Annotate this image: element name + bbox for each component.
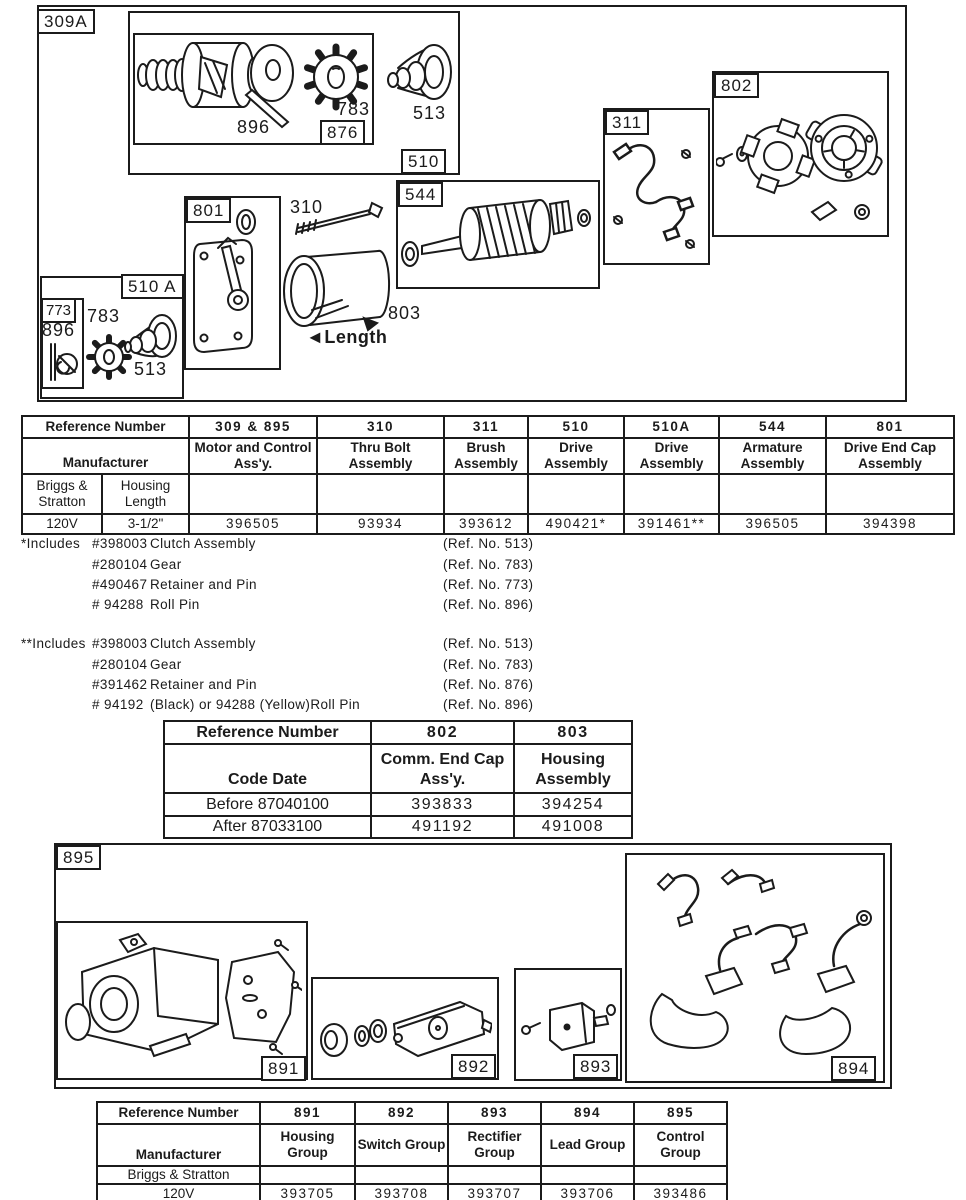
t3-group-2: Rectifier Group xyxy=(448,1124,541,1166)
footnote-part-number: #398003 xyxy=(92,636,148,651)
length-label: Length xyxy=(324,327,388,347)
code-date-table xyxy=(163,720,633,839)
diagram-ref-label-801: 801 xyxy=(186,198,231,223)
length-indicator xyxy=(306,327,387,348)
footnote-ref: (Ref. No. 513) xyxy=(443,636,534,651)
diagram-ref-label-802: 802 xyxy=(714,73,759,98)
footnote-ref: (Ref. No. 773) xyxy=(443,577,534,592)
diagram-ref-label-876: 876 xyxy=(320,120,365,145)
callout-513: 513 xyxy=(413,103,447,123)
t3-col-891: 891 xyxy=(260,1102,355,1124)
drive-end-cap-drawing xyxy=(186,208,276,364)
t1-part-801: 394398 xyxy=(826,514,954,534)
t2-before-803: 394254 xyxy=(514,793,632,816)
t1-empty-cell xyxy=(528,474,624,514)
t3-voltage: 120V xyxy=(97,1184,260,1200)
table-row xyxy=(22,416,954,438)
t1-part-309-895: 396505 xyxy=(189,514,317,534)
brush-wires-drawing xyxy=(606,132,705,260)
t1-assembly-2: Brush Assembly xyxy=(444,438,528,474)
footnote-line xyxy=(21,536,721,556)
footnote-line xyxy=(21,636,721,656)
footnote-part-desc: Gear xyxy=(150,557,182,572)
t3-col-893: 893 xyxy=(448,1102,541,1124)
housing-drawing xyxy=(280,244,396,336)
t3-group-0: Housing Group xyxy=(260,1124,355,1166)
diagram-ref-label-510a: 510 A xyxy=(121,274,184,299)
diagram-ref-label-544: 544 xyxy=(398,182,443,207)
t1-housing-length: 3-1/2" xyxy=(102,514,189,534)
t1-voltage: 120V xyxy=(22,514,102,534)
footnote-line xyxy=(21,557,721,577)
footnote-double-asterisk xyxy=(21,636,721,718)
t1-col-801: 801 xyxy=(826,416,954,438)
diagram-ref-label-895: 895 xyxy=(56,845,101,870)
t2-after-803: 491008 xyxy=(514,816,632,838)
t3-col-892: 892 xyxy=(355,1102,448,1124)
t3-group-1: Switch Group xyxy=(355,1124,448,1166)
diagram-ref-label-311: 311 xyxy=(605,110,649,135)
comm-end-cap-drawing xyxy=(716,96,884,232)
t2-before-code: Before 87040100 xyxy=(164,793,371,816)
footnote-single-asterisk xyxy=(21,536,721,618)
starter-parts-table xyxy=(21,415,955,535)
t1-empty-cell xyxy=(624,474,719,514)
footnote-line xyxy=(21,597,721,617)
footnote-part-number: #280104 xyxy=(92,557,148,572)
t1-part-544: 396505 xyxy=(719,514,826,534)
callout-310: 310 xyxy=(290,197,324,217)
t3-empty-cell xyxy=(634,1166,727,1184)
t1-sub-left: Briggs & Stratton xyxy=(22,474,102,514)
footnote-prefix: **Includes xyxy=(21,636,86,651)
footnote-part-number: # 94288 xyxy=(92,597,144,612)
diagram-ref-label-893: 893 xyxy=(573,1054,618,1079)
t1-part-310: 93934 xyxy=(317,514,444,534)
callout-896b: 896 xyxy=(42,320,76,340)
t3-empty-cell xyxy=(260,1166,355,1184)
footnote-part-desc: Clutch Assembly xyxy=(150,536,256,551)
t1-empty-cell xyxy=(719,474,826,514)
t1-mfr-header: Manufacturer xyxy=(22,438,189,474)
t3-col-895: 895 xyxy=(634,1102,727,1124)
t3-empty-cell xyxy=(355,1166,448,1184)
rectifier-group-drawing xyxy=(518,990,617,1060)
t3-group-3: Lead Group xyxy=(541,1124,634,1166)
t2-code-date-header: Code Date xyxy=(164,744,371,793)
footnote-part-desc: Gear xyxy=(150,657,182,672)
table-row xyxy=(22,438,954,474)
table-row xyxy=(164,793,632,816)
clutch-drawing xyxy=(376,40,460,108)
t1-assembly-5: Armature Assembly xyxy=(719,438,826,474)
footnote-ref: (Ref. No. 896) xyxy=(443,597,534,612)
t3-col-894: 894 xyxy=(541,1102,634,1124)
t3-empty-cell xyxy=(448,1166,541,1184)
table-row xyxy=(97,1124,727,1166)
t3-part-892: 393708 xyxy=(355,1184,448,1200)
footnote-line xyxy=(21,677,721,697)
table-row xyxy=(22,474,954,514)
diagram-ref-label-510: 510 xyxy=(401,149,446,174)
callout-803: 803 xyxy=(388,303,422,323)
t1-empty-cell xyxy=(189,474,317,514)
callout-896: 896 xyxy=(237,117,271,137)
t1-assembly-1: Thru Bolt Assembly xyxy=(317,438,444,474)
t1-col-544: 544 xyxy=(719,416,826,438)
footnote-ref: (Ref. No. 876) xyxy=(443,677,534,692)
footnote-line xyxy=(21,657,721,677)
armature-drawing xyxy=(400,196,596,284)
t1-assembly-4: Drive Assembly xyxy=(624,438,719,474)
footnote-ref: (Ref. No. 783) xyxy=(443,657,534,672)
footnote-part-number: # 94192 xyxy=(92,697,144,712)
table-row xyxy=(97,1102,727,1124)
t1-col-309-895: 309 & 895 xyxy=(189,416,317,438)
footnote-line xyxy=(21,697,721,717)
t2-ref-header: Reference Number xyxy=(164,721,371,744)
retainer-pin-drawing xyxy=(46,340,78,386)
t3-part-893: 393707 xyxy=(448,1184,541,1200)
table-row xyxy=(97,1166,727,1184)
diagram-ref-label-309a: 309A xyxy=(37,9,95,34)
footnote-part-desc: Clutch Assembly xyxy=(150,636,256,651)
t1-col-310: 310 xyxy=(317,416,444,438)
t2-after-802: 491192 xyxy=(371,816,514,838)
t3-part-895: 393486 xyxy=(634,1184,727,1200)
footnote-part-number: #280104 xyxy=(92,657,148,672)
footnote-part-desc: Roll Pin xyxy=(150,597,200,612)
t2-col-802: 802 xyxy=(371,721,514,744)
table-row xyxy=(164,816,632,838)
lead-group-drawing xyxy=(628,858,878,1074)
diagram-ref-label-892: 892 xyxy=(451,1054,496,1079)
t1-assembly-0: Motor and Control Ass'y. xyxy=(189,438,317,474)
table-row xyxy=(164,721,632,744)
t2-desc-802: Comm. End Cap Ass'y. xyxy=(371,744,514,793)
diagram-ref-label-891: 891 xyxy=(261,1056,306,1081)
t1-part-311: 393612 xyxy=(444,514,528,534)
t3-mfr-header: Manufacturer xyxy=(97,1124,260,1166)
t1-ref-header: Reference Number xyxy=(22,416,189,438)
footnote-part-number: #490467 xyxy=(92,577,148,592)
t1-empty-cell xyxy=(444,474,528,514)
footnote-part-desc: Retainer and Pin xyxy=(150,677,257,692)
groups-parts-table xyxy=(96,1101,728,1200)
t1-col-510a: 510A xyxy=(624,416,719,438)
t1-assembly-3: Drive Assembly xyxy=(528,438,624,474)
t1-part-510a: 391461** xyxy=(624,514,719,534)
callout-513b: 513 xyxy=(134,359,168,379)
t1-part-510: 490421* xyxy=(528,514,624,534)
footnote-part-number: #398003 xyxy=(92,536,148,551)
t2-col-803: 803 xyxy=(514,721,632,744)
t1-empty-cell xyxy=(317,474,444,514)
footnote-part-number: #391462 xyxy=(92,677,148,692)
footnote-ref: (Ref. No. 513) xyxy=(443,536,534,551)
footnote-prefix: *Includes xyxy=(21,536,81,551)
t1-col-510: 510 xyxy=(528,416,624,438)
footnote-ref: (Ref. No. 896) xyxy=(443,697,534,712)
t3-empty-cell xyxy=(541,1166,634,1184)
t1-sub-right: Housing Length xyxy=(102,474,189,514)
t3-sub-left: Briggs & Stratton xyxy=(97,1166,260,1184)
t2-after-code: After 87033100 xyxy=(164,816,371,838)
footnote-line xyxy=(21,577,721,597)
t1-assembly-6: Drive End Cap Assembly xyxy=(826,438,954,474)
footnote-part-desc: Retainer and Pin xyxy=(150,577,257,592)
t1-col-311: 311 xyxy=(444,416,528,438)
t3-part-891: 393705 xyxy=(260,1184,355,1200)
t2-before-802: 393833 xyxy=(371,793,514,816)
callout-783: 783 xyxy=(337,99,371,119)
t3-ref-header: Reference Number xyxy=(97,1102,260,1124)
length-arrow-icon: ◄ xyxy=(306,327,325,347)
table-row xyxy=(164,744,632,793)
t1-empty-cell xyxy=(826,474,954,514)
table-row xyxy=(22,514,954,534)
housing-group-drawing xyxy=(62,928,302,1068)
diagram-ref-label-773: 773 xyxy=(41,298,76,323)
callout-783b: 783 xyxy=(87,306,121,326)
t3-part-894: 393706 xyxy=(541,1184,634,1200)
t2-desc-803: Housing Assembly xyxy=(514,744,632,793)
footnote-ref: (Ref. No. 783) xyxy=(443,557,534,572)
t3-group-4: Control Group xyxy=(634,1124,727,1166)
footnote-part-desc: (Black) or 94288 (Yellow)Roll Pin xyxy=(150,697,361,712)
diagram-ref-label-894: 894 xyxy=(831,1056,876,1081)
table-row xyxy=(97,1184,727,1200)
